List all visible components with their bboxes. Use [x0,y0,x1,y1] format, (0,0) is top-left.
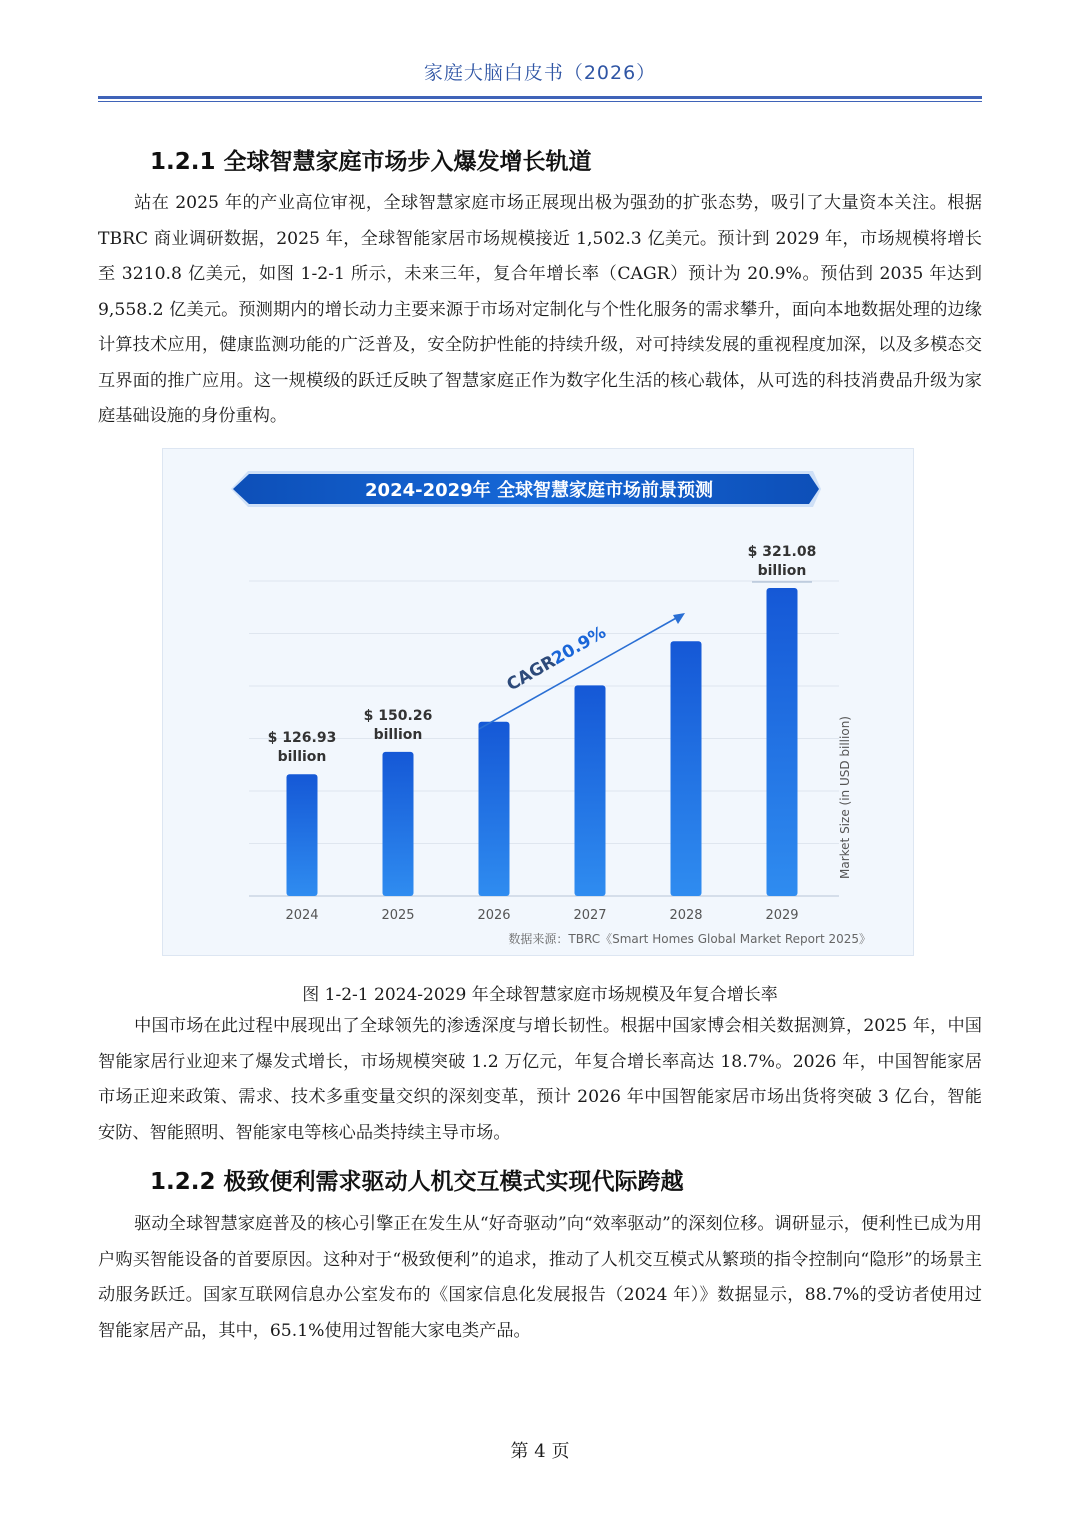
data-label-2025: $ 150.26 [363,707,433,724]
bar-2025 [383,752,414,896]
chart-title: 2024-2029年 全球智慧家庭市场前景预测 [365,480,713,501]
bar-chart [163,449,913,955]
bar-2024 [287,774,318,896]
paragraph-text: 驱动全球智慧家庭普及的核心引擎正在发生从“好奇驱动”向“效率驱动”的深刻位移。调研显示，便利性已成为用户购买智能设备的首要原因。这种对于“极致便利”的追求，推动了人机交互模式从繁琐的指令控制向“隐形”的场景主动服务跃迁。国家互联网信息办公室发布的《国家信息化发展报告（2024 年）》数据显示，88.7%的受访者使用过智能家居产品，其中，65.1%使用过智能大家电类产品。 [98,1214,982,1341]
x-tick-2027: 2027 [573,908,607,923]
bar-2029 [767,588,798,896]
section-paragraph-1 [98,186,982,435]
figure-chart [162,448,914,956]
chart-source: 数据来源：TBRC《Smart Homes Global Market Report 2025》 [508,932,871,946]
y-axis-label: Market Size (in USD billion) [838,716,852,879]
cagr-value: 20.9% [548,622,610,670]
bar-2027 [575,685,606,896]
cagr-label: CAGR [503,651,560,696]
section-heading-1-2-1: 1.2.1 全球智慧家庭市场步入爆发增长轨道 [150,149,592,175]
x-tick-2026: 2026 [477,908,511,923]
header-rule-thin [98,101,982,102]
paragraph-text: 中国市场在此过程中展现出了全球领先的渗透深度与增长韧性。根据中国家博会相关数据测算，2025 年，中国智能家居行业迎来了爆发式增长，市场规模突破 1.2 万亿元，年复合增长率高达 18.7%。2026 年，中国智能家居市场正迎来政策、需求、技术多重变量交织的深刻变革，预计 2026 年中国智能家居市场出货将突破 3 亿台，智能安防、智能照明、智能家电等核心品类持续主导市场。 [98,1016,982,1143]
header-title: 家庭大脑白皮书（2026） [423,62,657,84]
section-heading-1-2-2: 1.2.2 极致便利需求驱动人机交互模式实现代际跨越 [150,1169,684,1195]
x-tick-2029: 2029 [765,908,799,923]
bar-2028 [671,641,702,896]
bar-2026 [479,722,510,896]
section-paragraph-2 [98,1009,982,1151]
data-label-unit-2025: billion [373,726,423,743]
paragraph-text: 站在 2025 年的产业高位审视，全球智慧家庭市场正展现出极为强劲的扩张态势，吸引了大量资本关注。根据 TBRC 商业调研数据，2025 年，全球智能家居市场规模接近 1,502.3 亿美元。预计到 2029 年，市场规模将增长至 3210.8 亿美元，如图 1-2-1 所示，未来三年，复合年增长率（CAGR）预计为 20.9%。预估到 2035 年达到 9,558.2 亿美元。预测期内的增长动力主要来源于市场对定制化与个性化服务的需求攀升，面向本地数据处理的边缘计算技术应用，健康监测功能的广泛普及，安全防护性能的持续升级，对可持续发展的重视程度加深，以及多模态交互界面的推广应用。这一规模级的跃迁反映了智慧家庭正作为数字化生活的核心载体，从可选的科技消费品升级为家庭基础设施的身份重构。 [98,193,982,426]
x-tick-2024: 2024 [285,908,319,923]
header-rule [98,96,982,99]
data-label-2024: $ 126.93 [267,730,337,747]
section-paragraph-3 [98,1207,982,1349]
figure-caption: 图 1-2-1 2024-2029 年全球智慧家庭市场规模及年复合增长率 [302,985,778,1005]
data-label-unit-2024: billion [277,749,327,766]
x-tick-2025: 2025 [381,908,415,923]
data-label-2029: $ 321.08 [747,544,817,560]
data-label-unit-2029: billion [757,563,807,579]
page-number: 第 4 页 [510,1441,570,1462]
x-tick-2028: 2028 [669,908,703,923]
